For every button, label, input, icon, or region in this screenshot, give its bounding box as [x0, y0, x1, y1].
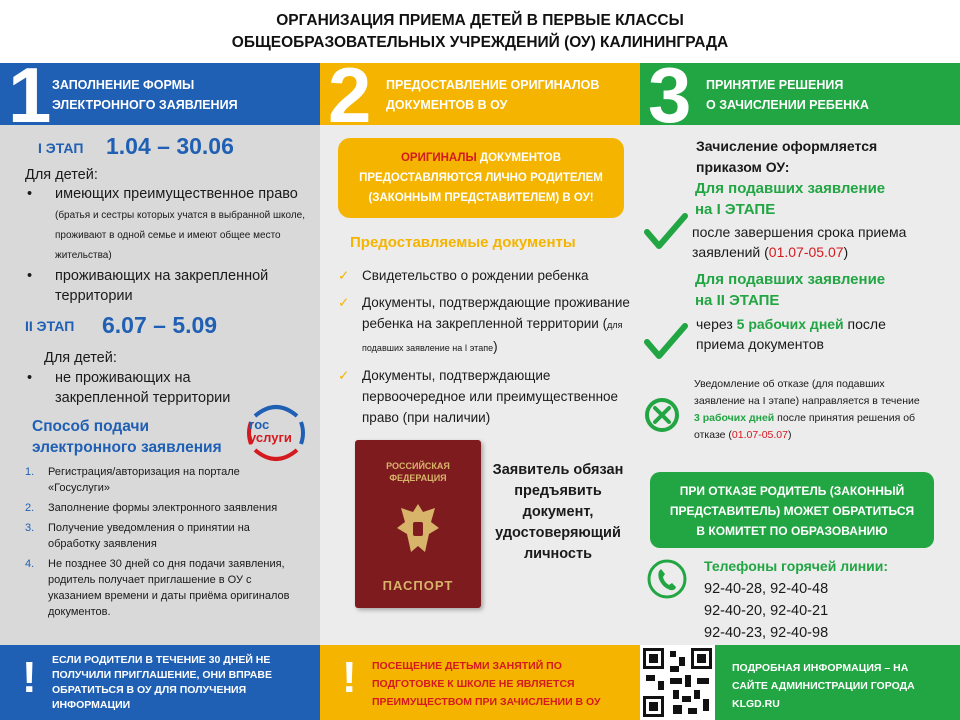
passport-top1: РОССИЙСКАЯ	[386, 461, 450, 471]
stage2-dates: 6.07 – 5.09	[102, 312, 218, 338]
step3-heading-line2: О ЗАЧИСЛЕНИИ РЕБЕНКА	[706, 98, 869, 112]
doc2-note: для подавших заявление на I этапе	[362, 320, 623, 353]
originals-notice	[338, 138, 624, 218]
stage1-bullets	[25, 184, 310, 306]
notice-line2: ПРЕДОСТАВЛЯЮТСЯ ЛИЧНО РОДИТЕЛЕМ	[359, 172, 603, 184]
list-item	[338, 365, 630, 428]
doc1: Свидетельство о рождении ребенка	[362, 268, 589, 283]
refusal-days: 3 рабочих дней	[694, 412, 775, 424]
footer-notice-3	[640, 645, 960, 720]
phone-icon	[646, 558, 688, 600]
logo-word-1: гос	[249, 417, 270, 432]
list-item	[22, 520, 302, 552]
check-icon	[643, 212, 689, 252]
refusal-end: )	[787, 429, 792, 441]
phones-list	[704, 578, 828, 644]
case1-dates: 01.07-05.07	[768, 244, 844, 260]
step-num: 3.	[25, 522, 35, 534]
appeal-line3: В КОМИТЕТ ПО ОБРАЗОВАНИЮ	[696, 524, 888, 538]
check-icon: ✓	[338, 368, 350, 383]
case2-heading	[695, 269, 885, 311]
step-text: Регистрация/авторизация на портале «Госуслуги»	[48, 466, 240, 494]
case2-head-line2: на II ЭТАПЕ	[695, 292, 780, 309]
list-item	[25, 184, 310, 264]
phone-line: 92-40-23, 92-40-98	[704, 625, 829, 641]
step-num: 2.	[25, 502, 35, 514]
phones-heading: Телефоны горячей линии:	[704, 558, 889, 574]
method-heading	[32, 416, 222, 458]
list-item	[338, 292, 630, 359]
qr-code-icon[interactable]	[640, 645, 715, 720]
step1-header	[0, 63, 320, 125]
case1-head-line2: на I ЭТАПЕ	[695, 201, 776, 218]
list-item	[22, 556, 302, 620]
notice-rest: ДОКУМЕНТОВ	[476, 152, 562, 164]
method-heading-line1: Способ подачи	[32, 418, 150, 435]
footer3-line2: САЙТЕ АДМИНИСТРАЦИИ ГОРОДА	[732, 680, 915, 692]
notice-line1	[338, 148, 624, 168]
check-icon: ✓	[338, 268, 350, 283]
stage2-label: II ЭТАП	[25, 318, 75, 334]
refusal-text	[694, 376, 934, 444]
list-item	[25, 266, 310, 306]
logo-word-2: услуги	[249, 430, 292, 445]
bullet2: проживающих на закрепленной территории	[55, 268, 269, 304]
footer-notice-2	[320, 645, 640, 720]
case1-heading	[695, 178, 885, 220]
step1-heading-line1: ЗАПОЛНЕНИЕ ФОРМЫ	[52, 78, 195, 92]
step1-heading	[52, 75, 238, 115]
title-line-2: ОБЩЕОБРАЗОВАТЕЛЬНЫХ УЧРЕЖДЕНИЙ (ОУ) КАЛИНИНГРАДА	[231, 34, 729, 51]
step2-header	[320, 63, 640, 125]
footer1-line4: ИНФОРМАЦИИ	[52, 699, 131, 711]
step-text: Не позднее 30 дней со дня подачи заявления, родитель получает приглашение в ОУ с указанием времени и даты приёма оригиналов документов.	[48, 558, 290, 618]
doc3: Документы, подтверждающие первоочередное или преимущественное право (при наличии)	[362, 368, 619, 425]
footer-text-1	[52, 653, 272, 713]
refusal-main: Уведомление об отказе (для подавших заявление на I этапе) направляется в течение	[694, 378, 920, 407]
doc2-end: )	[493, 339, 498, 354]
stage1-dates: 1.04 – 30.06	[106, 133, 234, 159]
appeal-line2: ПРЕДСТАВИТЕЛЬ) МОЖЕТ ОБРАТИТЬСЯ	[669, 504, 915, 518]
footer2-line2: ПОДГОТОВКЕ К ШКОЛЕ НЕ ЯВЛЯЕТСЯ	[372, 678, 575, 690]
step1-heading-line2: ЭЛЕКТРОННОГО ЗАЯВЛЕНИЯ	[52, 98, 238, 112]
page-title	[0, 10, 960, 54]
footer3-line1: ПОДРОБНАЯ ИНФОРМАЦИЯ – НА	[732, 662, 909, 674]
stage2-bullets	[25, 368, 255, 408]
case1-end: )	[843, 244, 849, 260]
docs-list	[338, 265, 630, 434]
footer1-line2: ПОЛУЧИЛИ ПРИГЛАШЕНИЕ, ОНИ ВПРАВЕ	[52, 669, 272, 681]
enrollment-intro: Зачисление оформляется приказом ОУ:	[696, 138, 878, 175]
step-num: 4.	[25, 558, 35, 570]
case1-text	[692, 222, 932, 262]
phone-line: 92-40-28, 92-40-48	[704, 581, 829, 597]
footer-text-3	[732, 659, 915, 713]
case1-main: после завершения срока приема заявлений (	[692, 224, 907, 260]
footer-text-2	[372, 657, 632, 711]
step3-header	[640, 63, 960, 125]
eagle-emblem-icon	[395, 498, 441, 560]
step-text: Заполнение формы электронного заявления	[48, 502, 278, 514]
list-item	[22, 464, 302, 496]
exclamation-icon: !	[22, 653, 37, 702]
footer-notice-1	[0, 645, 320, 720]
case2-pre: через	[696, 316, 737, 332]
case2-post: после приема документов	[696, 316, 886, 352]
stage1-label: I ЭТАП	[38, 140, 84, 156]
method-steps	[22, 464, 302, 624]
notice-line3: (ЗАКОННЫМ ПРЕДСТАВИТЕЛЕМ) В ОУ!	[368, 192, 594, 204]
refusal-dates: 01.07-05.07	[731, 429, 788, 441]
list-item	[22, 500, 302, 516]
gosuslugi-logo	[245, 402, 307, 464]
step2-heading-line1: ПРЕДОСТАВЛЕНИЕ ОРИГИНАЛОВ	[386, 78, 600, 92]
appeal-notice	[650, 472, 934, 548]
docs-heading: Предоставляемые документы	[350, 234, 576, 251]
step2-heading-line2: ДОКУМЕНТОВ В ОУ	[386, 98, 508, 112]
notice-red-word: ОРИГИНАЛЫ	[400, 152, 477, 164]
case2-head-line1: Для подавших заявление	[695, 271, 886, 288]
step-text: Получение уведомления о принятии на обработку заявления	[48, 522, 250, 550]
footer2-line3: ПРЕИМУЩЕСТВОМ ПРИ ЗАЧИСЛЕНИИ В ОУ	[372, 696, 601, 708]
applicant-note: Заявитель обязан предъявить документ, удостоверяющий личность	[492, 462, 624, 562]
step2-heading	[386, 75, 599, 115]
site-link[interactable]: KLGD.RU	[732, 698, 780, 710]
appeal-line1: ПРИ ОТКАЗЕ РОДИТЕЛЬ (ЗАКОННЫЙ	[679, 484, 905, 498]
step3-number: 3	[648, 63, 692, 125]
passport-top-text	[355, 460, 481, 484]
step3-heading	[706, 75, 869, 115]
step3-heading-line1: ПРИНЯТИЕ РЕШЕНИЯ	[706, 78, 844, 92]
doc2-main: Документы, подтверждающие проживание ребенка на закрепленной территории (	[362, 295, 630, 331]
step-num: 1.	[25, 466, 35, 478]
passport-image	[355, 440, 481, 608]
case2-text	[696, 314, 926, 354]
case2-days: 5 рабочих дней	[736, 316, 844, 332]
case1-head-line1: Для подавших заявление	[695, 180, 886, 197]
footer1-line3: ОБРАТИТЬСЯ В ОУ ДЛЯ ПОЛУЧЕНИЯ	[52, 684, 247, 696]
step2-number: 2	[328, 63, 372, 125]
bullet1-note: (братья и сестры которых учатся в выбранной школе, проживают в одной семье и имеют общее место жительства)	[55, 210, 306, 261]
bullet3: не проживающих на закрепленной территории	[55, 370, 231, 406]
passport-top2: ФЕДЕРАЦИЯ	[389, 473, 447, 483]
title-line-1: ОРГАНИЗАЦИЯ ПРИЕМА ДЕТЕЙ В ПЕРВЫЕ КЛАССЫ	[276, 12, 684, 29]
footer1-line1: ЕСЛИ РОДИТЕЛИ В ТЕЧЕНИЕ 30 ДНЕЙ НЕ	[52, 654, 271, 666]
passport-bottom-text: ПАСПОРТ	[382, 578, 454, 593]
stage2-for-children: Для детей:	[44, 350, 117, 366]
refusal-post: после принятия решения об отказе (	[694, 412, 916, 441]
method-heading-line2: электронного заявления	[32, 439, 222, 456]
list-item	[338, 265, 630, 286]
check-icon: ✓	[338, 295, 350, 310]
bullet1-main: имеющих преимущественное право	[55, 186, 298, 202]
phone-line: 92-40-20, 92-40-21	[704, 603, 829, 619]
exclamation-icon: !	[342, 653, 357, 702]
list-item	[25, 368, 255, 408]
step1-number: 1	[8, 63, 52, 125]
check-icon	[643, 322, 689, 362]
stage1-for-children: Для детей:	[25, 167, 98, 183]
cross-circle-icon	[644, 397, 680, 433]
footer2-line1: ПОСЕЩЕНИЕ ДЕТЬМИ ЗАНЯТИЙ ПО	[372, 660, 562, 672]
